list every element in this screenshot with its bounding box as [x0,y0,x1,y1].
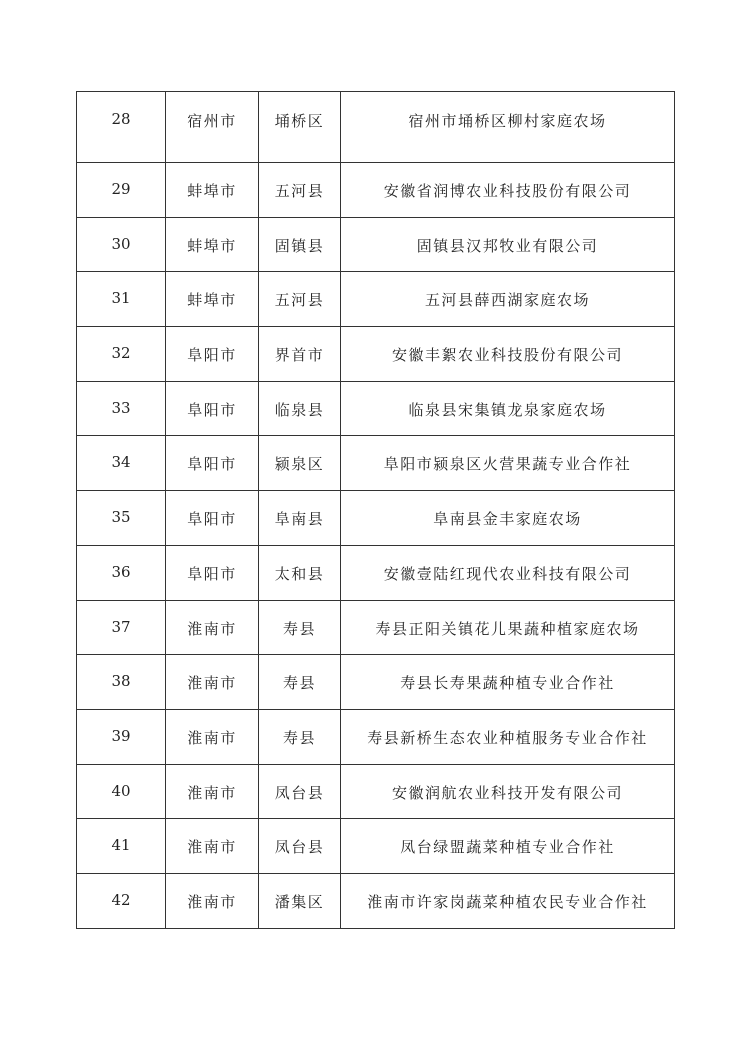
table-row [77,436,675,491]
entity-name-cell-text: 安徽壹陆红现代农业科技有限公司 [383,564,632,583]
county-cell [259,764,341,819]
city-cell [166,709,259,764]
row-number-text: 41 [111,836,131,855]
city-cell [166,600,259,655]
entity-name-cell [341,545,675,600]
row-number-text: 32 [111,344,131,363]
enterprise-table [76,91,675,929]
row-number-text: 37 [111,617,131,636]
county-cell [259,709,341,764]
city-cell-text: 阜阳市 [187,346,237,365]
city-cell-text: 阜阳市 [187,455,237,474]
table-row [77,163,675,218]
entity-name-cell-text: 凤台绿盟蔬菜种植专业合作社 [400,838,615,857]
county-cell-text: 太和县 [274,564,325,583]
county-cell [259,163,341,218]
city-cell-text: 淮南市 [187,838,237,857]
table-row [77,327,675,382]
entity-name-cell-text: 寿县新桥生态农业种植服务专业合作社 [367,728,648,747]
row-number [77,163,166,218]
row-number [77,873,166,928]
row-number-text: 33 [111,398,131,417]
city-cell [166,327,259,382]
entity-name-cell-text: 安徽丰絮农业科技股份有限公司 [391,346,623,365]
city-cell-text: 阜阳市 [187,510,237,529]
row-number [77,92,166,163]
city-cell-text: 阜阳市 [187,564,237,583]
city-cell [166,491,259,546]
county-cell-text: 阜南县 [274,510,325,529]
county-cell-text: 寿县 [282,619,316,638]
city-cell-text: 淮南市 [187,783,237,802]
city-cell-text: 淮南市 [187,674,237,693]
city-cell [166,436,259,491]
table-row [77,819,675,874]
county-cell-text: 临泉县 [274,400,325,419]
county-cell [259,381,341,436]
entity-name-cell-text: 淮南市许家岗蔬菜种植农民专业合作社 [367,892,648,911]
entity-name-cell [341,381,675,436]
county-cell [259,92,341,163]
county-cell-text: 凤台县 [274,783,325,802]
entity-name-cell [341,819,675,874]
county-cell-text: 埇桥区 [274,112,325,130]
row-number-text: 38 [111,672,131,691]
row-number [77,764,166,819]
county-cell [259,819,341,874]
entity-name-cell [341,436,675,491]
city-cell [166,819,259,874]
entity-name-cell-text: 五河县薛西湖家庭农场 [424,291,590,310]
row-number [77,381,166,436]
row-number-text: 42 [111,890,131,909]
row-number-text: 36 [111,562,131,581]
county-cell-text: 界首市 [274,346,325,365]
row-number-text: 30 [111,234,131,253]
entity-name-cell-text: 安徽润航农业科技开发有限公司 [391,783,623,802]
table-row [77,92,675,163]
county-cell-text: 五河县 [274,291,325,310]
entity-name-cell-text: 安徽省润博农业科技股份有限公司 [383,182,632,200]
table-row [77,873,675,928]
row-number [77,600,166,655]
county-cell-text: 五河县 [274,182,325,200]
city-cell [166,92,259,163]
entity-name-cell-text: 临泉县宋集镇龙泉家庭农场 [408,400,607,419]
table-row [77,655,675,710]
county-cell [259,272,341,327]
county-cell [259,600,341,655]
county-cell-text: 颍泉区 [274,455,325,474]
table-row [77,600,675,655]
entity-name-cell [341,600,675,655]
city-cell-text: 蚌埠市 [187,291,237,310]
entity-name-cell [341,873,675,928]
table-row [77,709,675,764]
row-number [77,436,166,491]
row-number [77,327,166,382]
city-cell [166,381,259,436]
entity-name-cell-text: 宿州市埇桥区柳村家庭农场 [408,112,607,130]
city-cell-text: 淮南市 [187,728,237,747]
entity-name-cell [341,655,675,710]
table-row [77,217,675,272]
city-cell [166,545,259,600]
city-cell [166,163,259,218]
entity-name-cell [341,764,675,819]
row-number-text: 35 [111,508,131,527]
row-number [77,655,166,710]
entity-name-cell [341,709,675,764]
county-cell [259,873,341,928]
city-cell-text: 淮南市 [187,892,237,911]
entity-name-cell [341,491,675,546]
county-cell [259,217,341,272]
county-cell [259,655,341,710]
row-number-text: 28 [111,110,131,128]
entity-name-cell [341,272,675,327]
entity-name-cell-text: 寿县长寿果蔬种植专业合作社 [400,674,615,693]
city-cell [166,217,259,272]
row-number [77,545,166,600]
city-cell [166,272,259,327]
table-row [77,381,675,436]
entity-name-cell [341,163,675,218]
city-cell-text: 阜阳市 [187,400,237,419]
row-number-text: 29 [111,180,131,198]
county-cell [259,436,341,491]
city-cell-text: 蚌埠市 [187,182,237,200]
county-cell [259,327,341,382]
row-number-text: 39 [111,726,131,745]
table-row [77,491,675,546]
row-number-text: 31 [111,289,131,308]
row-number [77,272,166,327]
row-number [77,819,166,874]
row-number [77,491,166,546]
county-cell-text: 固镇县 [274,236,325,255]
city-cell-text: 淮南市 [187,619,237,638]
county-cell-text: 寿县 [282,728,316,747]
table-row [77,764,675,819]
county-cell-text: 寿县 [282,674,316,693]
entity-name-cell-text: 寿县正阳关镇花儿果蔬种植家庭农场 [375,619,640,638]
table-body [77,92,675,929]
entity-name-cell-text: 阜阳市颍泉区火营果蔬专业合作社 [383,455,632,474]
entity-name-cell [341,327,675,382]
city-cell-text: 蚌埠市 [187,236,237,255]
city-cell [166,873,259,928]
row-number [77,217,166,272]
row-number-text: 34 [111,453,131,472]
county-cell-text: 凤台县 [274,838,325,857]
county-cell-text: 潘集区 [274,892,325,911]
row-number [77,709,166,764]
table-row [77,272,675,327]
city-cell [166,764,259,819]
entity-name-cell-text: 固镇县汉邦牧业有限公司 [416,236,599,255]
city-cell [166,655,259,710]
table-row [77,545,675,600]
county-cell [259,545,341,600]
entity-name-cell-text: 阜南县金丰家庭农场 [433,510,582,529]
county-cell [259,491,341,546]
row-number-text: 40 [111,781,131,800]
entity-name-cell [341,92,675,163]
city-cell-text: 宿州市 [187,112,237,130]
entity-name-cell [341,217,675,272]
